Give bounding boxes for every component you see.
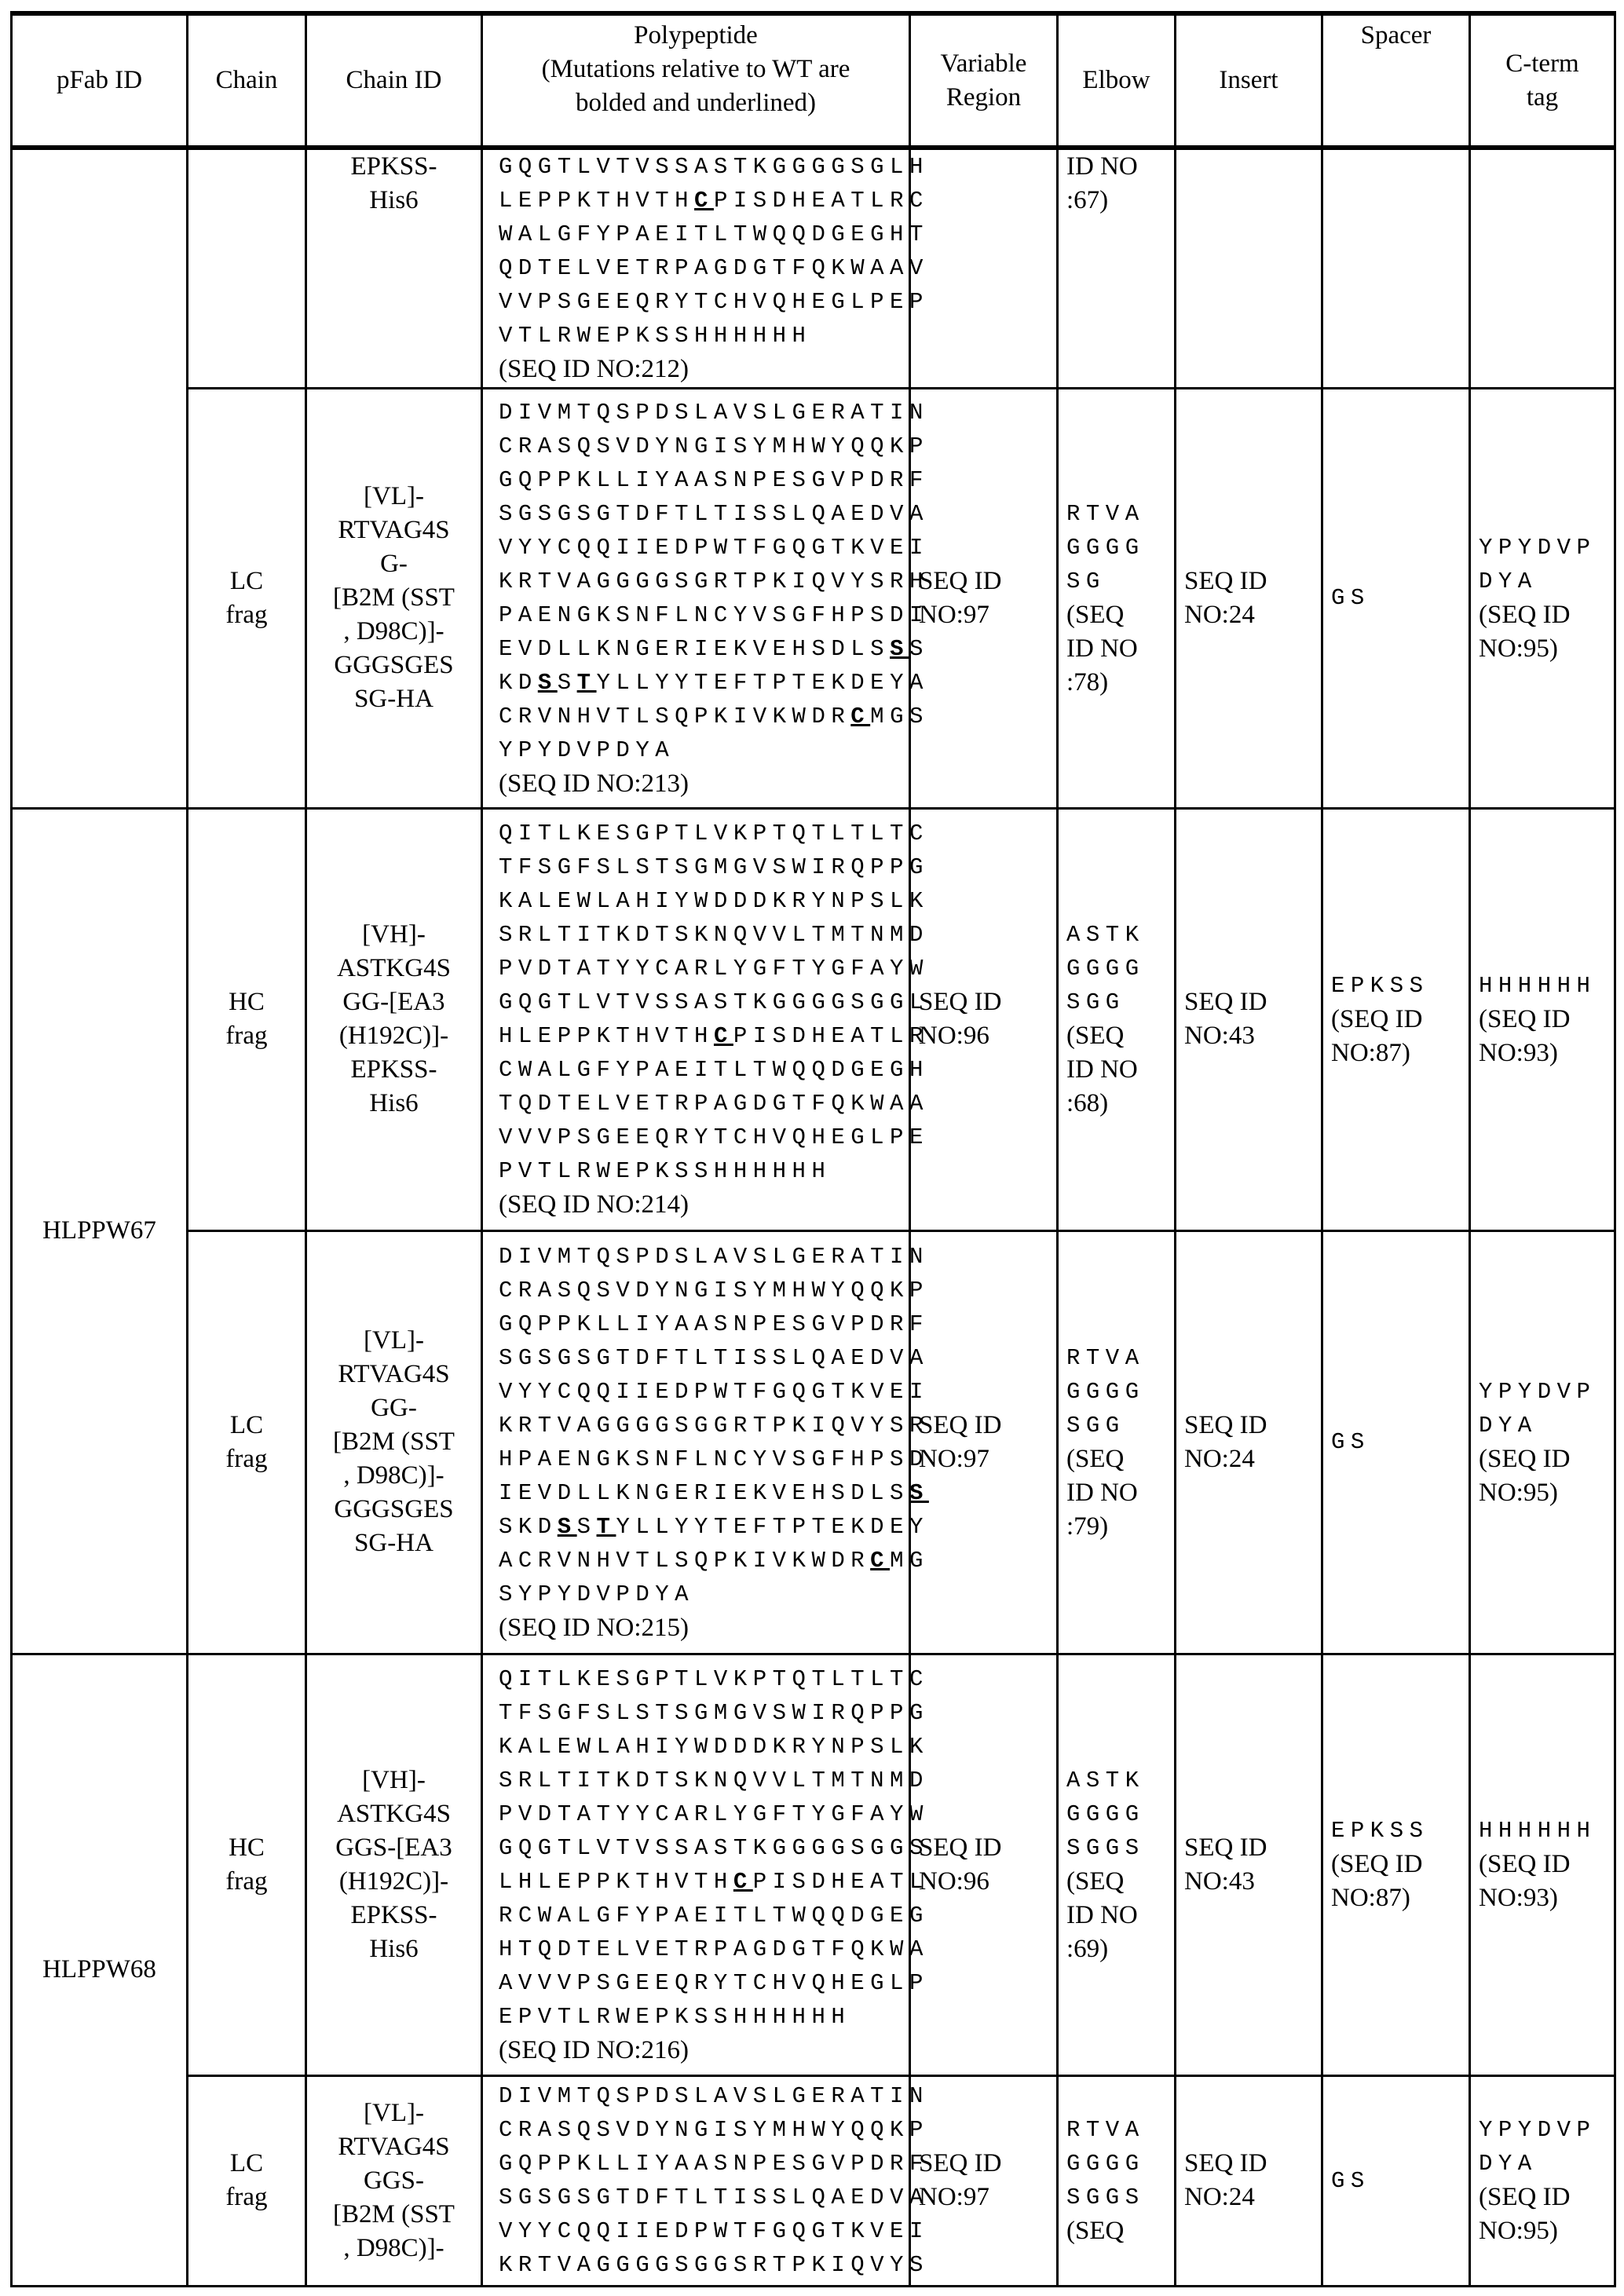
sequence-segment: SGSGSGTDFTLTISSLQAEDVA (499, 501, 929, 527)
mutation-residue: T (597, 1514, 616, 1540)
cterm-tag-cell (1470, 808, 1615, 1230)
sequence-text: RTVA GGGG SGG (1066, 1341, 1166, 1442)
sequence-segment: GQPPKLLIYAASNPESGVPDRF (499, 467, 929, 493)
sequence-line (499, 1409, 901, 1442)
sequence-segment: QITLKESGPTLVKPTQTLTLTC (499, 1666, 929, 1692)
sequence-line (499, 150, 901, 184)
sequence-segment: PVDTATYYCARLYGFTYGFAYW (499, 956, 929, 982)
sequence-segment: PISDHEATLRC (714, 188, 929, 214)
sequence-line (499, 1307, 901, 1341)
sequence-line (499, 1510, 901, 1544)
pfab-sequence-table (10, 11, 1616, 2287)
sequence-segment: PISDHEATLR (733, 1023, 929, 1049)
sequence-line (499, 985, 901, 1019)
sequence-text: YPYDVP DYA (1479, 531, 1606, 598)
mutation-residue: C (733, 1869, 753, 1895)
sequence-line (499, 1544, 901, 1578)
sequence-segment: HPAENGKSNFLNCYVSGFHPSD (499, 1446, 929, 1472)
sequence-segment: S (558, 670, 577, 696)
header-cterm-tag: C-term tag (1470, 13, 1615, 148)
table-body (12, 148, 1615, 2286)
seq-id-text: SEQ ID NO:43 (1184, 1831, 1313, 1899)
elbow-cell (1058, 388, 1176, 808)
mutation-residue: C (714, 1023, 733, 1049)
sequence-segment: DIVMTQSPDSLAVSLGERATIN (499, 1244, 929, 1270)
sequence-segment: GQPPKLLIYAASNPESGVPDRF (499, 2151, 929, 2177)
header-pfab-id: pFab ID (12, 13, 188, 148)
sequence-line (499, 1966, 901, 2000)
sequence-segment: CRVNHVTLSQPKIVKWDR (499, 704, 850, 729)
spacer-cell (1322, 1654, 1470, 2075)
sequence-line (499, 565, 901, 598)
sequence-line (499, 817, 901, 850)
seq-id-label: (SEQ ID NO:216) (499, 2034, 901, 2067)
sequence-segment: HTQDTELVETRPAGDGTFQKWA (499, 1936, 929, 1962)
sequence-segment: CRASQSVDYNGISYMHWYQQKP (499, 2117, 929, 2143)
sequence-text: RTVA GGGG SGGS (1066, 2113, 1166, 2214)
cterm-tag-cell (1470, 2075, 1615, 2286)
sequence-line (499, 2113, 901, 2147)
mutation-residue: S (558, 1514, 577, 1540)
sequence-segment: GQGTLVTVSSASTKGGGGSGGL (499, 989, 929, 1015)
cterm-tag-cell (1470, 1654, 1615, 2075)
sequence-line (499, 184, 901, 218)
sequence-segment: HLEPPKTHVTH (499, 1023, 714, 1049)
sequence-line (499, 1121, 901, 1154)
header-variable-region: Variable Region (910, 13, 1058, 148)
pfab-id-cell: HLPPW68 (12, 1654, 188, 2286)
chain-id-cell: [VL]- RTVAG4S GGS- [B2M (SST , D98C)]- (306, 2075, 482, 2286)
seq-id-text: (SEQ ID NO:93) (1479, 1848, 1606, 1915)
sequence-line (499, 700, 901, 733)
sequence-line (499, 666, 901, 700)
sequence-segment: DIVMTQSPDSLAVSLGERATIN (499, 2083, 929, 2109)
sequence-line (499, 531, 901, 565)
chain-cell (188, 148, 306, 388)
sequence-segment: TFSGFSLSTSGMGVSWIRQPPG (499, 854, 929, 880)
sequence-segment: TFSGFSLSTSGMGVSWIRQPPG (499, 1700, 929, 1726)
sequence-line (499, 1274, 901, 1307)
polypeptide-cell (482, 388, 910, 808)
seq-id-text: SEQ ID NO:96 (919, 985, 1048, 1053)
sequence-line (499, 1764, 901, 1797)
spacer-cell (1322, 808, 1470, 1230)
seq-id-text: (SEQ (1066, 2214, 1166, 2248)
sequence-segment: PAENGKSNFLNCYVSGFHPSDI (499, 602, 929, 628)
elbow-cell (1058, 2075, 1176, 2286)
sequence-segment: KD (499, 670, 538, 696)
variable-region-cell (910, 388, 1058, 808)
mutation-residue: C (850, 704, 870, 729)
sequence-segment: GQGTLVTVSSASTKGGGGSGGS (499, 1835, 929, 1861)
sequence-line (499, 1375, 901, 1409)
sequence-line (499, 285, 901, 319)
sequence-segment: KRTVAGGGGSGRTPKIQVYSRH (499, 569, 929, 594)
sequence-line (499, 463, 901, 497)
sequence-text: RTVA GGGG SG (1066, 497, 1166, 598)
sequence-segment: LHLEPPKTHVTH (499, 1869, 733, 1895)
sequence-line (499, 1442, 901, 1476)
chain-id-cell: [VH]- ASTKG4S GG-[EA3 (H192C)]- EPKSS- His6 (306, 808, 482, 1230)
sequence-text: GS (1331, 581, 1461, 615)
mutation-residue: C (694, 188, 714, 214)
sequence-segment: WALGFYPAEITLTWQQDGEGHT (499, 221, 929, 247)
sequence-line (499, 218, 901, 251)
sequence-line (499, 1476, 901, 1510)
seq-id-text: (SEQ ID NO :68) (1066, 1019, 1166, 1121)
sequence-segment: VYYCQQIIEDPWTFGQGTKVEI (499, 2218, 929, 2244)
chain-cell: HC frag (188, 1654, 306, 2075)
sequence-segment: AVVVPSGEEQRYTCHVQHEGLP (499, 1970, 929, 1996)
sequence-segment: SRLTITKDTSKNQVVLTMTNMD (499, 1768, 929, 1793)
seq-id-text: SEQ ID NO:97 (919, 565, 1048, 632)
sequence-segment: YLLYYTEFTPTEKDEY (616, 1514, 928, 1540)
header-chain-id: Chain ID (306, 13, 482, 148)
sequence-line (499, 1019, 901, 1053)
insert-cell (1176, 2075, 1322, 2286)
variable-region-cell (910, 2075, 1058, 2286)
sequence-line (499, 2147, 901, 2181)
seq-id-text: SEQ ID NO:24 (1184, 1409, 1313, 1476)
sequence-line (499, 2214, 901, 2248)
sequence-segment: YLLYYTEFTPTEKDEYA (597, 670, 929, 696)
sequence-line (499, 632, 901, 666)
elbow-cell (1058, 1654, 1176, 2075)
header-elbow: Elbow (1058, 13, 1176, 148)
insert-cell (1176, 808, 1322, 1230)
seq-id-text: (SEQ ID NO:87) (1331, 1848, 1461, 1915)
sequence-text: GS (1331, 1425, 1461, 1459)
mutation-residue: S (890, 636, 909, 662)
variable-region-cell (910, 148, 1058, 388)
spacer-cell (1322, 2075, 1470, 2286)
sequence-line (499, 1899, 901, 1932)
table-row (12, 808, 1615, 1230)
chain-cell: HC frag (188, 808, 306, 1230)
mutation-residue: S (538, 670, 558, 696)
sequence-segment: MG (890, 1548, 929, 1574)
spacer-cell (1322, 388, 1470, 808)
sequence-line (499, 497, 901, 531)
spacer-cell (1322, 1230, 1470, 1654)
cterm-tag-cell (1470, 1230, 1615, 1654)
mutation-residue: C (870, 1548, 890, 1574)
seq-id-label: (SEQ ID NO:212) (499, 353, 901, 386)
sequence-line (499, 430, 901, 463)
sequence-segment: KRTVAGGGGSGGRTPKIQVYSR (499, 1413, 929, 1439)
sequence-segment: EPVTLRWEPKSSHHHHHH (499, 2004, 850, 2030)
sequence-line (499, 2000, 901, 2034)
seq-id-text: SEQ ID NO:96 (919, 1831, 1048, 1899)
seq-id-text: (SEQ ID NO:93) (1479, 1003, 1606, 1070)
polypeptide-cell (482, 1654, 910, 2075)
polypeptide-cell (482, 1230, 910, 1654)
sequence-line (499, 1730, 901, 1764)
sequence-text: HHHHHH (1479, 969, 1606, 1003)
variable-region-cell (910, 1654, 1058, 2075)
cterm-tag-cell (1470, 148, 1615, 388)
insert-cell (1176, 1230, 1322, 1654)
sequence-segment: S (577, 1514, 597, 1540)
sequence-line (499, 1662, 901, 1696)
elbow-cell (1058, 1230, 1176, 1654)
sequence-segment: S (909, 636, 929, 662)
header-chain: Chain (188, 13, 306, 148)
chain-id-cell: [VL]- RTVAG4S G- [B2M (SST , D98C)]- GGGSGES SG-HA (306, 388, 482, 808)
sequence-segment: EVDLLKNGERIEKVEHSDLS (499, 636, 890, 662)
sequence-line (499, 2079, 901, 2113)
variable-region-cell (910, 808, 1058, 1230)
seq-id-text: ID NO :67) (1066, 150, 1166, 218)
sequence-segment: QITLKESGPTLVKPTQTLTLTC (499, 821, 929, 846)
sequence-segment: SKD (499, 1514, 558, 1540)
sequence-segment: MGS (870, 704, 929, 729)
variable-region-cell (910, 1230, 1058, 1654)
seq-id-text: (SEQ ID NO:95) (1479, 1442, 1606, 1510)
header-spacer: Spacer (1322, 13, 1470, 148)
sequence-segment: CWALGFYPAEITLTWQQDGEGH (499, 1057, 929, 1083)
sequence-line (499, 1696, 901, 1730)
sequence-segment: LEPPKTHVTH (499, 188, 694, 214)
sequence-text: YPYDVP DYA (1479, 2113, 1606, 2181)
sequence-segment: SYPYDVPDYA (499, 1581, 694, 1607)
sequence-segment: DIVMTQSPDSLAVSLGERATIN (499, 400, 929, 426)
sequence-segment: CRASQSVDYNGISYMHWYQQKP (499, 1278, 929, 1303)
sequence-line (499, 884, 901, 918)
chain-id-cell: [VH]- ASTKG4S GGS-[EA3 (H192C)]- EPKSS- His6 (306, 1654, 482, 2075)
sequence-text: ASTK GGGG SGGS (1066, 1764, 1166, 1865)
sequence-line (499, 598, 901, 632)
seq-id-text: (SEQ ID NO:95) (1479, 2181, 1606, 2248)
sequence-segment: VTLRWEPKSSHHHHHH (499, 323, 811, 349)
sequence-segment: PVDTATYYCARLYGFTYGFAYW (499, 1801, 929, 1827)
sequence-line (499, 1578, 901, 1611)
sequence-segment: SGSGSGTDFTLTISSLQAEDVA (499, 2184, 929, 2210)
sequence-line (499, 319, 901, 353)
sequence-segment: IEVDLLKNGERIEKVEHSDLS (499, 1480, 909, 1506)
sequence-segment: GQPPKLLIYAASNPESGVPDRF (499, 1311, 929, 1337)
sequence-line (499, 733, 901, 767)
elbow-cell (1058, 808, 1176, 1230)
sequence-segment: KALEWLAHIYWDDDKRYNPSLK (499, 888, 929, 914)
insert-cell (1176, 388, 1322, 808)
sequence-segment: VYYCQQIIEDPWTFGQGTKVEI (499, 1379, 929, 1405)
seq-id-text: (SEQ ID NO :78) (1066, 598, 1166, 700)
chain-cell: LC frag (188, 1230, 306, 1654)
sequence-line (499, 1341, 901, 1375)
sequence-line (499, 1053, 901, 1087)
seq-id-text: (SEQ ID NO:95) (1479, 598, 1606, 666)
seq-id-text: (SEQ ID NO :69) (1066, 1865, 1166, 1966)
mutation-residue: S (909, 1480, 929, 1506)
seq-id-text: (SEQ ID NO:87) (1331, 1003, 1461, 1070)
sequence-line (499, 1797, 901, 1831)
sequence-segment: ACRVNHVTLSQPKIVKWDR (499, 1548, 870, 1574)
chain-cell: LC frag (188, 2075, 306, 2286)
pfab-id-cell (12, 148, 188, 808)
sequence-segment: CRASQSVDYNGISYMHWYQQKP (499, 433, 929, 459)
seq-id-label: (SEQ ID NO:215) (499, 1611, 901, 1645)
sequence-segment: VVVPSGEEQRYTCHVQHEGLPE (499, 1124, 929, 1150)
sequence-segment: VVPSGEEQRYTCHVQHEGLPEP (499, 289, 929, 315)
seq-id-text: (SEQ ID NO :79) (1066, 1442, 1166, 1544)
seq-id-label: (SEQ ID NO:213) (499, 767, 901, 801)
sequence-line (499, 2248, 901, 2282)
sequence-line (499, 1831, 901, 1865)
sequence-text: HHHHHH (1479, 1814, 1606, 1848)
sequence-line (499, 1087, 901, 1121)
cterm-tag-cell (1470, 388, 1615, 808)
seq-id-label: (SEQ ID NO:214) (499, 1188, 901, 1222)
elbow-cell (1058, 148, 1176, 388)
table-row (12, 2075, 1615, 2286)
seq-id-text: SEQ ID NO:97 (919, 1409, 1048, 1476)
sequence-segment: RCWALGFYPAEITLTWQQDGEG (499, 1903, 929, 1929)
mutation-residue: T (577, 670, 597, 696)
sequence-segment: SGSGSGTDFTLTISSLQAEDVA (499, 1345, 929, 1371)
sequence-text: ASTK GGGG SGG (1066, 918, 1166, 1019)
seq-id-text: SEQ ID NO:24 (1184, 2147, 1313, 2214)
chain-id-cell: [VL]- RTVAG4S GG- [B2M (SST , D98C)]- GGGSGES SG-HA (306, 1230, 482, 1654)
polypeptide-cell (482, 2075, 910, 2286)
sequence-segment: PVTLRWEPKSSHHHHHH (499, 1158, 831, 1184)
sequence-text: YPYDVP DYA (1479, 1375, 1606, 1442)
insert-cell (1176, 1654, 1322, 2075)
sequence-line (499, 918, 901, 952)
sequence-line (499, 952, 901, 985)
sequence-segment: GQGTLVTVSSASTKGGGGSGLH (499, 154, 929, 180)
polypeptide-cell (482, 808, 910, 1230)
sequence-line (499, 1240, 901, 1274)
sequence-line (499, 1154, 901, 1188)
table-row (12, 1230, 1615, 1654)
header-insert: Insert (1176, 13, 1322, 148)
sequence-text: EPKSS (1331, 1814, 1461, 1848)
table-row (12, 388, 1615, 808)
header-polypeptide: Polypeptide (Mutations relative to WT are bolded and underlined) (482, 13, 910, 148)
header-row (12, 13, 1615, 148)
sequence-line (499, 850, 901, 884)
sequence-segment: PISDHEATL (753, 1869, 929, 1895)
sequence-segment: KRTVAGGGGSGGSRTPKIQVYS (499, 2252, 929, 2278)
pfab-id-cell: HLPPW67 (12, 808, 188, 1654)
polypeptide-cell (482, 148, 910, 388)
chain-id-cell: EPKSS- His6 (306, 148, 482, 388)
sequence-segment: QDTELVETRPAGDGTFQKWAAV (499, 255, 929, 281)
seq-id-text: SEQ ID NO:43 (1184, 985, 1313, 1053)
sequence-segment: SRLTITKDTSKNQVVLTMTNMD (499, 922, 929, 948)
sequence-segment: VYYCQQIIEDPWTFGQGTKVEI (499, 535, 929, 561)
sequence-text: GS (1331, 2164, 1461, 2198)
table-row (12, 148, 1615, 388)
sequence-line (499, 2181, 901, 2214)
sequence-segment: KALEWLAHIYWDDDKRYNPSLK (499, 1734, 929, 1760)
insert-cell (1176, 148, 1322, 388)
seq-id-text: SEQ ID NO:24 (1184, 565, 1313, 632)
chain-cell: LC frag (188, 388, 306, 808)
sequence-text: EPKSS (1331, 969, 1461, 1003)
sequence-line (499, 251, 901, 285)
sequence-segment: YPYDVPDYA (499, 737, 675, 763)
sequence-line (499, 1932, 901, 1966)
seq-id-text: SEQ ID NO:97 (919, 2147, 1048, 2214)
sequence-segment: TQDTELVETRPAGDGTFQKWAA (499, 1091, 929, 1117)
sequence-line (499, 1865, 901, 1899)
table-row (12, 1654, 1615, 2075)
sequence-line (499, 396, 901, 430)
spacer-cell (1322, 148, 1470, 388)
